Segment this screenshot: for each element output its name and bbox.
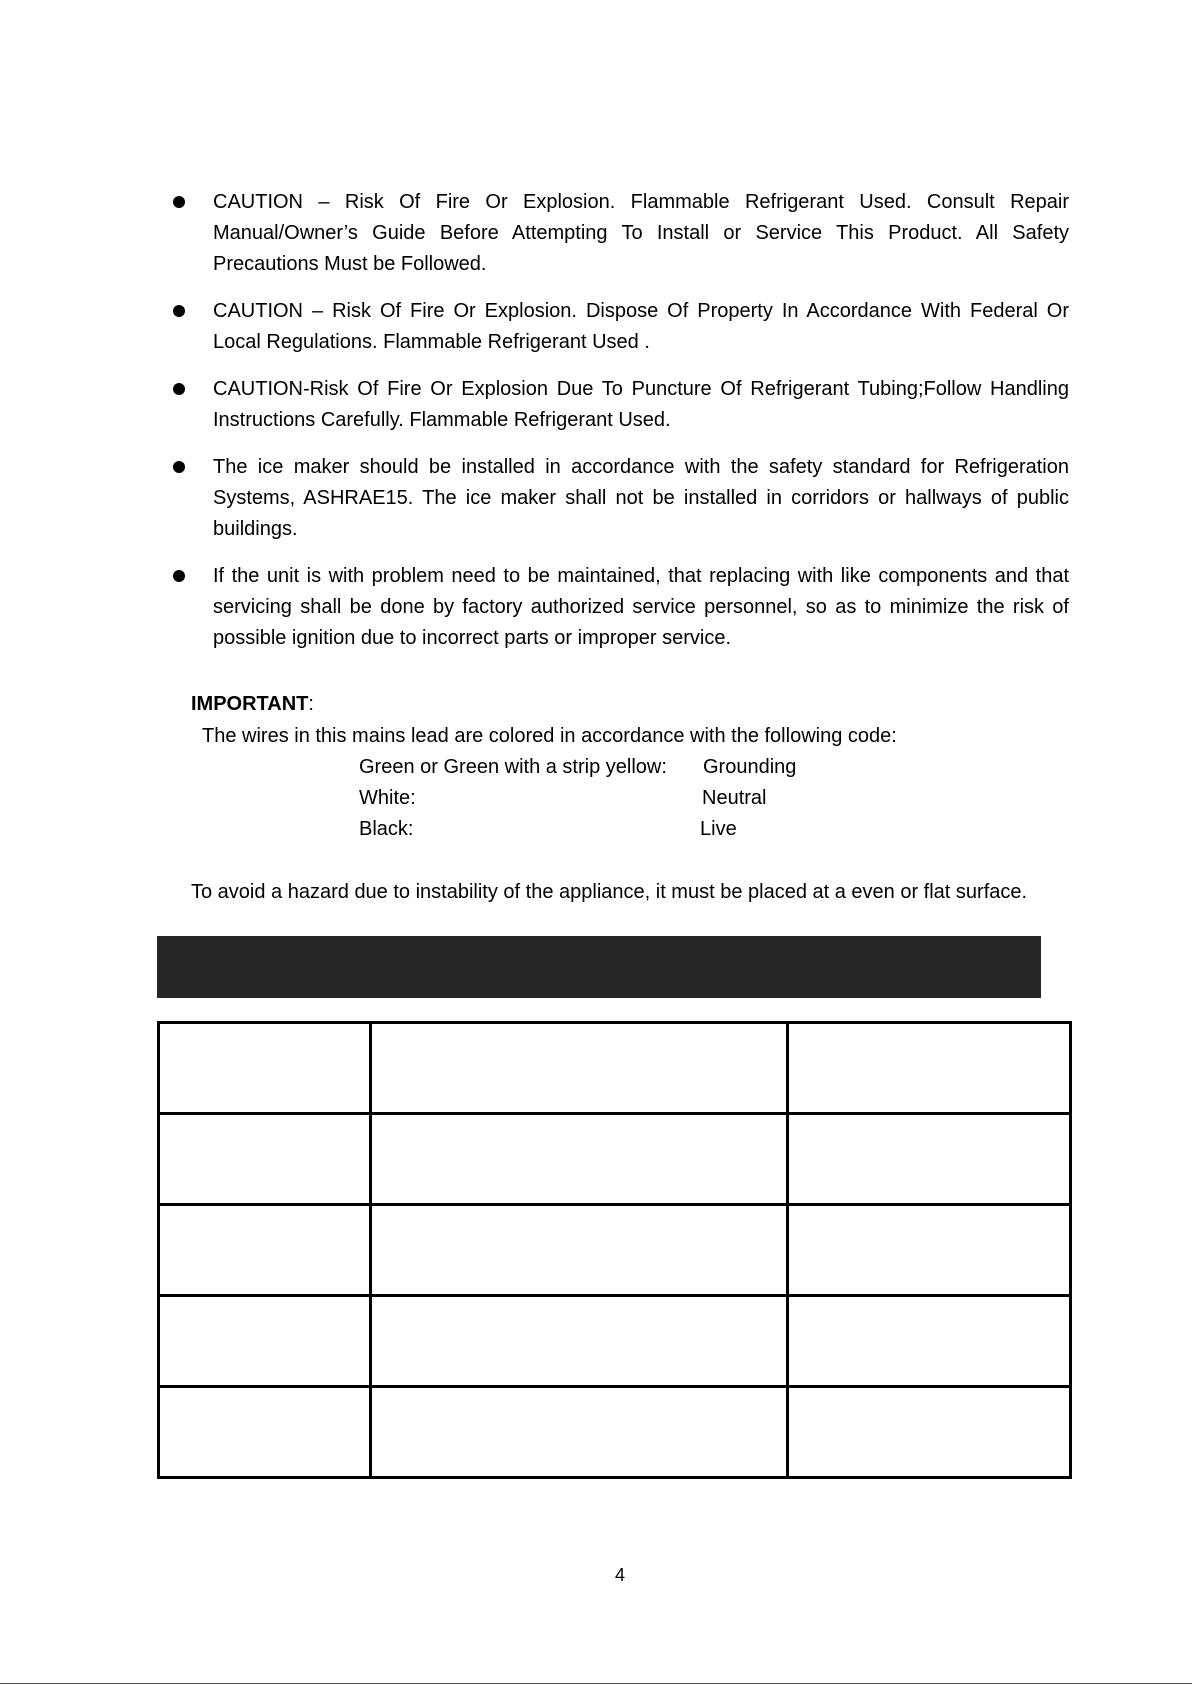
caution-item [0,452,1192,545]
important-heading [191,692,314,716]
table-cell [788,1023,1071,1114]
table-cell [788,1114,1071,1205]
table-cell [159,1114,371,1205]
caution-text: CAUTION – Risk Of Fire Or Explosion. Dispose Of Property In Accordance With Federal Or Local Regulations. Flammable Refrigerant Used . [213,300,1069,353]
table-row [159,1387,1071,1478]
table-cell [371,1205,788,1296]
caution-text: The ice maker should be installed in accordance with the safety standard for Refrigeration Systems, ASHRAE15. The ice maker shall not be installed in corridors or hallways of public buildings. [213,456,1069,540]
wire-function: Grounding [703,756,797,778]
important-intro: The wires in this mains lead are colored in accordance with the following code: [202,725,897,747]
table-cell [159,1296,371,1387]
table-cell [788,1387,1071,1478]
bullet-dot-icon [173,196,185,208]
stability-note: To avoid a hazard due to instability of the appliance, it must be placed at a even or flat surface. [191,881,1028,903]
page-bottom-rule [0,1683,1192,1684]
table-cell [159,1205,371,1296]
caution-text: CAUTION – Risk Of Fire Or Explosion. Flammable Refrigerant Used. Consult Repair Manual/Owner’s Guide Before Attempting To Install or Service This Product. All Safety Precautions Must be Followed. [213,191,1069,275]
wire-color: White: [359,787,416,809]
wire-color: Black: [359,818,414,840]
bullet-dot-icon [173,383,185,395]
table-cell [371,1296,788,1387]
important-label: IMPORTANT [191,693,309,715]
table-cell [788,1296,1071,1387]
wire-color: Green or Green with a strip yellow: [359,756,667,778]
wire-function: Live [700,818,737,840]
bullet-dot-icon [173,305,185,317]
table-cell [371,1387,788,1478]
table-row [159,1023,1071,1114]
table-cell [159,1023,371,1114]
important-colon: : [308,693,314,715]
page-number: 4 [614,1565,625,1585]
wire-function: Neutral [702,787,767,809]
table-cell [159,1387,371,1478]
caution-item [0,561,1192,654]
bullet-dot-icon [173,461,185,473]
table-row [159,1205,1071,1296]
table-row [159,1114,1071,1205]
section-header-bar [157,936,1041,998]
blank-table [157,1021,1072,1479]
caution-text: CAUTION-Risk Of Fire Or Explosion Due To Puncture Of Refrigerant Tubing;Follow Handling Instructions Carefully. Flammable Refrigerant Used. [213,378,1069,431]
table-row [159,1296,1071,1387]
bullet-dot-icon [173,570,185,582]
table-cell [371,1023,788,1114]
caution-item [0,374,1192,436]
caution-text: If the unit is with problem need to be maintained, that replacing with like components and that servicing shall be done by factory authorized service personnel, so as to minimize the risk of possible ignition due to incorrect parts or improper service. [213,565,1069,649]
table-cell [788,1205,1071,1296]
caution-item [0,296,1192,358]
caution-item [0,187,1192,280]
caution-list [0,187,1192,670]
table-cell [371,1114,788,1205]
